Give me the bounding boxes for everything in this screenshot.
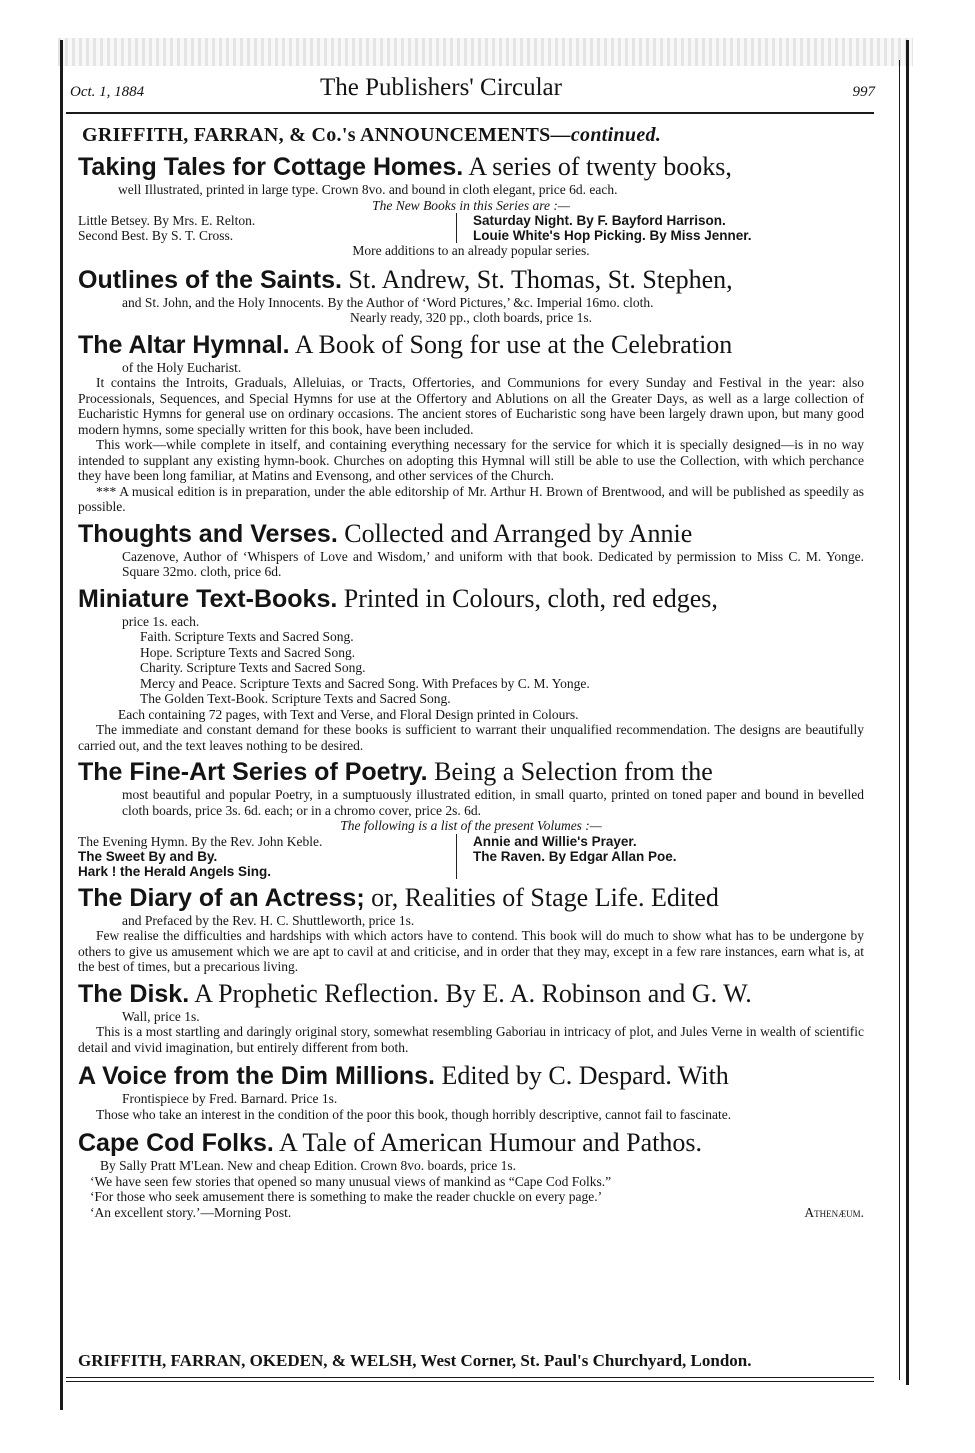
list-item: The Sweet By and By. <box>78 848 218 864</box>
entry-outlines-saints <box>78 265 864 326</box>
right-border-rule-inner <box>899 60 900 1380</box>
page-number: 997 <box>852 84 875 100</box>
entry-paragraph: It contains the Introits, Graduals, Alleluias, or Tracts, Offertories, and Communions for every Sunday and Festival in the year: also Processionals, Sequences, and Special Hymns for use at the Offertory and Ablutions on all the Greater Days, as well as a large collection of Eucharistic Hymns for general use on ordinary occasions. The ancient stores of Eucharistic song have been largely drawn upon, but many good modern hymns, some specially written for this book, have been included. <box>78 375 864 437</box>
entry-cape-cod-folks <box>78 1128 864 1220</box>
entry-title: A Voice from the Dim Millions. <box>78 1062 435 1090</box>
list-item: Annie and Willie's Prayer. <box>473 833 637 849</box>
left-border-rule <box>60 40 63 1410</box>
list-item: The Raven. By Edgar Allan Poe. <box>473 848 677 864</box>
entry-price: Nearly ready, 320 pp., cloth boards, price 1s. <box>349 310 593 325</box>
entry-title: The Fine-Art Series of Poetry. <box>78 758 428 786</box>
footer-rule <box>66 1377 874 1378</box>
entry-title: Miniature Text-Books. <box>78 584 338 613</box>
review-quote <box>78 1205 864 1221</box>
review-source: Athenæum. <box>804 1204 864 1220</box>
journal-title: The Publishers' Circular <box>320 74 562 101</box>
entry-title-rest: Printed in Colours, cloth, red edges, <box>343 583 718 613</box>
entry-title: The Disk. <box>78 979 190 1008</box>
entry-cottage-homes <box>78 152 864 259</box>
entry-the-disk <box>78 979 864 1056</box>
announcements-list <box>78 152 864 1220</box>
series-book-list <box>78 213 864 243</box>
entry-title: The Altar Hymnal. <box>78 330 290 359</box>
entry-title-rest: Edited by C. Despard. With <box>441 1061 729 1090</box>
running-header <box>70 74 875 106</box>
entry-subtitle: Wall, price 1s. <box>122 1008 200 1024</box>
list-item: Hark ! the Herald Angels Sing. <box>78 863 272 879</box>
footer-rule-double <box>66 1381 874 1382</box>
entry-paragraph: Those who take an interest in the condition of the poor this book, though horribly descriptive, cannot fail to fascinate. <box>96 1106 732 1122</box>
list-item: The Evening Hymn. By the Rev. John Keble. <box>78 833 323 849</box>
entry-note: Each containing 72 pages, with Text and Verse, and Floral Design printed in Colours. <box>118 706 579 722</box>
series-note: The New Books in this Series are :— <box>372 197 570 213</box>
entry-paragraph: This work—while complete in itself, and containing everything necessary for the service for which it is specially designed—is in no way intended to supplant any existing hymn-book. Churches on adopting this Hymnal will still be able to use the Collection, with which perchance they have been long familiar, at Matins and Evensong, and other services of the Church. <box>78 437 864 483</box>
list-item: Charity. Scripture Texts and Sacred Song. <box>140 660 366 675</box>
review-quote-text: ‘We have seen few stories that opened so many unusual views of mankind as “Cape Cod Folks.” <box>90 1173 612 1189</box>
entry-title-rest: Being a Selection from the <box>434 757 713 786</box>
entry-subtitle: Frontispiece by Fred. Barnard. Price 1s. <box>122 1091 338 1106</box>
entry-title: The Diary of an Actress; <box>78 883 365 912</box>
entry-title-rest: Collected and Arranged by Annie <box>344 518 693 548</box>
entry-title-rest: A Book of Song for use at the Celebration <box>294 329 733 359</box>
entry-description: and St. John, and the Holy Innocents. By the Author of ‘Word Pictures,’ &c. Imperial 16mo. cloth. <box>122 294 654 310</box>
entry-paragraph: The immediate and constant demand for these books is sufficient to warrant their unqualified recommendation. The designs are beautifully carried out, and the text leaves nothing to be desired. <box>78 722 864 753</box>
entry-description: Cazenove, Author of ‘Whispers of Love and Wisdom,’ and uniform with that book. Dedicated by permission to Miss C. M. Yonge. Square 32mo. cloth, price 6d. <box>122 548 864 579</box>
list-item: Mercy and Peace. Scripture Texts and Sacred Song. With Prefaces by C. M. Yonge. <box>140 675 590 691</box>
list-item: Saturday Night. By F. Bayford Harrison. <box>473 213 726 228</box>
review-quote: ‘For those who seek amusement there is something to make the reader chuckle on every page.’ <box>90 1189 603 1204</box>
volumes-list <box>78 834 864 879</box>
announcements-title: GRIFFITH, FARRAN, & Co.'s ANNOUNCEMENTS <box>82 124 551 146</box>
review-quote-text: ‘An excellent story.’—Morning Post. <box>90 1204 292 1220</box>
entry-title-rest: A Prophetic Reflection. By E. A. Robinson and G. W. <box>194 978 752 1008</box>
entry-subtitle: By Sally Pratt M'Lean. New and cheap Edition. Crown 8vo. boards, price 1s. <box>100 1158 516 1173</box>
list-item: Faith. Scripture Texts and Sacred Song. <box>140 629 354 644</box>
list-item: Second Best. By S. T. Cross. <box>78 228 234 243</box>
list-item: Louie White's Hop Picking. By Miss Jenner. <box>473 228 752 243</box>
entry-title-rest: A series of twenty books, <box>468 152 732 181</box>
announcements-continued: —continued. <box>550 124 662 146</box>
entry-paragraph: Few realise the difficulties and hardships with which actors have to contend. This book will do much to show what has to be undergone by others to give us amusement which we are apt to cavil at and criticise, and in order that they may, except in a few rare instances, earn what is, at the best of times, but a precarious living. <box>78 928 864 974</box>
announcements-heading <box>82 124 661 147</box>
list-item: The Golden Text-Book. Scripture Texts and Sacred Song. <box>140 691 451 706</box>
entry-diary-actress <box>78 883 864 975</box>
publisher-footer: GRIFFITH, FARRAN, OKEDEN, & WELSH, West Corner, St. Paul's Churchyard, London. <box>78 1351 752 1370</box>
entry-subtitle: and Prefaced by the Rev. H. C. Shuttleworth, price 1s. <box>122 912 415 928</box>
entry-altar-hymnal <box>78 330 864 515</box>
entry-title: Cape Cod Folks. <box>78 1129 274 1157</box>
entry-title-rest: A Tale of American Humour and Pathos. <box>278 1128 702 1157</box>
right-border-rule <box>906 40 909 1385</box>
entry-voice-dim-millions <box>78 1061 864 1122</box>
entry-thoughts-verses <box>78 519 864 580</box>
issue-date: Oct. 1, 1884 <box>70 84 145 100</box>
entry-miniature-text-books <box>78 584 864 754</box>
entry-description: most beautiful and popular Poetry, in a sumptuously illustrated edition, in small quarto, printed on toned paper and bound in bevelled cloth boards, price 3s. 6d. each; or in a chromo cover, price 2s. 6d. <box>122 787 864 818</box>
review-quote <box>78 1174 864 1190</box>
header-rule <box>66 112 874 114</box>
list-item: Hope. Scripture Texts and Sacred Song. <box>140 644 356 660</box>
miniature-book-list <box>78 629 864 707</box>
entry-description: well Illustrated, printed in large type. Crown 8vo. and bound in cloth elegant, price 6d. each. <box>118 182 618 197</box>
entry-title-rest: or, Realities of Stage Life. Edited <box>371 882 719 912</box>
entry-paragraph: *** A musical edition is in preparation, under the able editorship of Mr. Arthur H. Brown of Brentwood, and will be published as speedily as possible. <box>78 483 864 514</box>
entry-fine-art-series <box>78 757 864 879</box>
list-item: Little Betsey. By Mrs. E. Relton. <box>78 213 256 228</box>
entry-title: Thoughts and Verses. <box>78 519 338 548</box>
entry-subtitle: of the Holy Eucharist. <box>122 359 242 375</box>
series-more-note: More additions to an already popular series. <box>352 243 590 258</box>
entry-paragraph: This is a most startling and daringly original story, somewhat resembling Gaboriau in intricacy of plot, and Jules Verne in wealth of scientific detail and vivid imagination, but entirely different from both. <box>78 1024 864 1055</box>
volumes-note: The following is a list of the present Volumes :— <box>340 818 602 833</box>
entry-price: price 1s. each. <box>122 613 200 629</box>
entry-title-rest: St. Andrew, St. Thomas, St. Stephen, <box>348 264 733 294</box>
entry-title: Taking Tales for Cottage Homes. <box>78 153 464 181</box>
scan-edge-band <box>58 38 913 66</box>
entry-title: Outlines of the Saints. <box>78 265 342 294</box>
